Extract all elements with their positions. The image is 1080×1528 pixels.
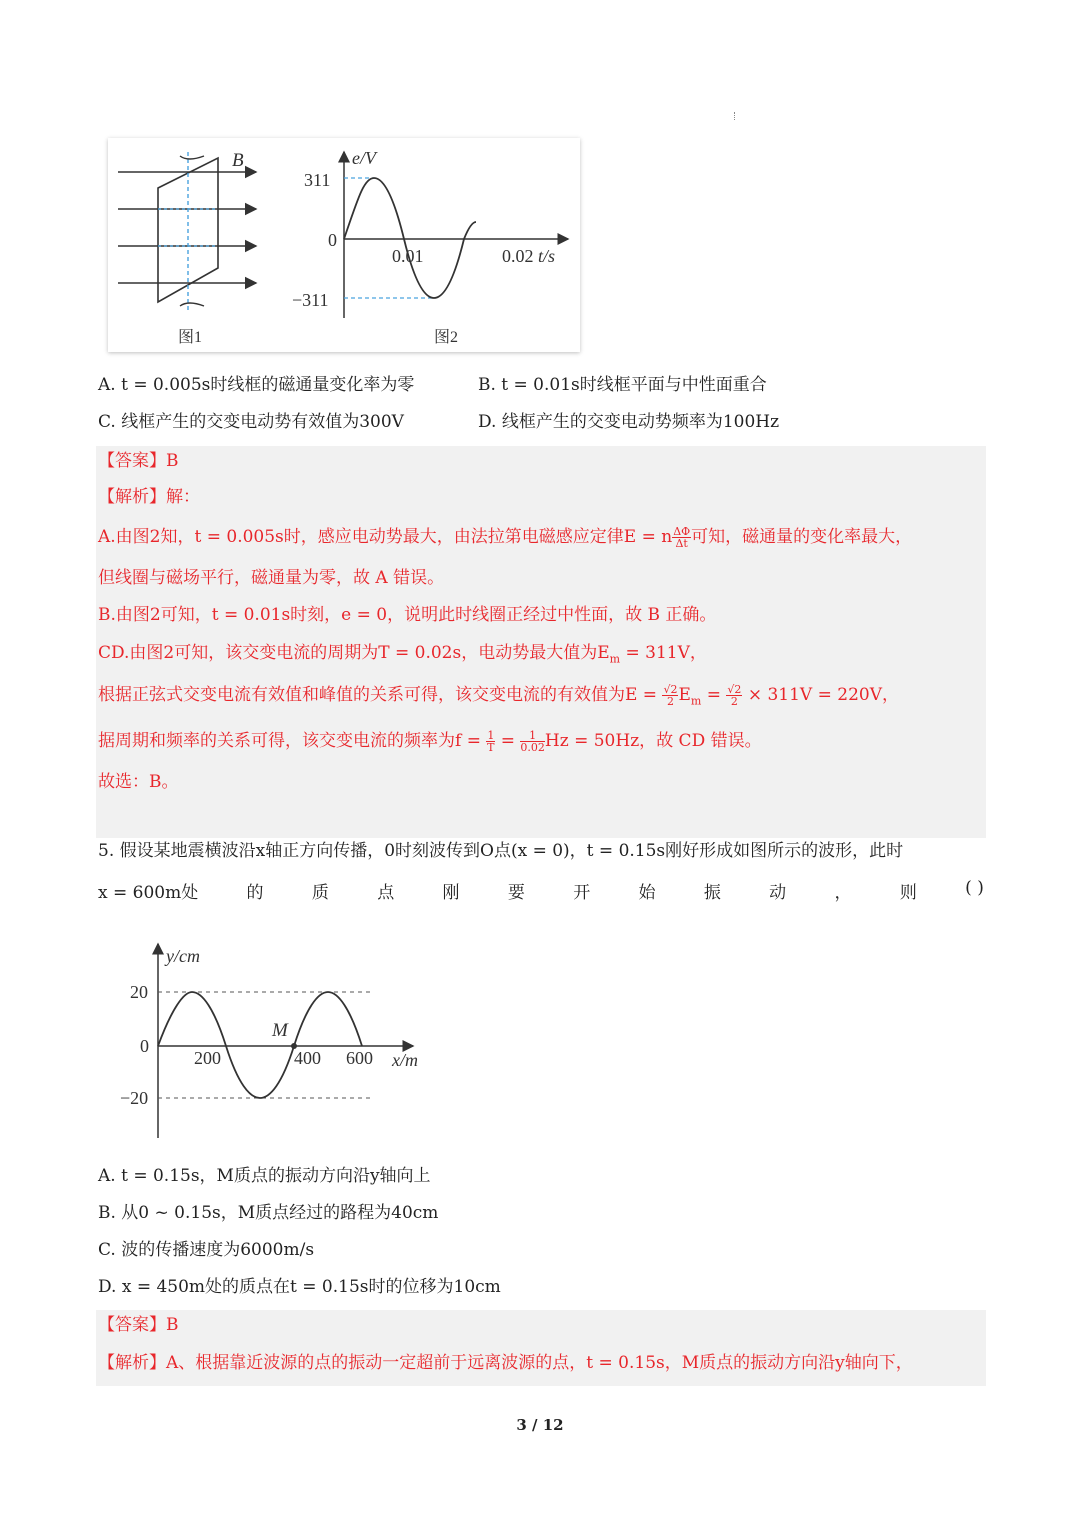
q5-word: 刚 (442, 883, 460, 903)
wave-curve (158, 992, 362, 1098)
caption-fig2: 图2 (434, 329, 459, 346)
q5-stem-line1: 5. 假设某地震横波沿x轴正方向传播，0时刻波传到O点(x = 0)，t = 0.15s刚好形成如图所示的波形，此时 (98, 841, 904, 861)
q5-answer-box (96, 1310, 986, 1386)
q5-answer: 【答案】B (98, 1315, 179, 1335)
q5-word: 质 (311, 883, 329, 903)
emf-tick-0: 0 (328, 230, 337, 250)
q5-option-a: A. t = 0.15s，M质点的振动方向沿y轴向上 (98, 1166, 431, 1186)
wave-svg (108, 936, 448, 1146)
wave-ylabel: y/cm (166, 946, 200, 966)
q5-word: 始 (638, 883, 656, 903)
wave-tick-20: 20 (130, 982, 148, 1002)
q5-word: 点 (377, 883, 395, 903)
q4-answer: 【答案】B (98, 451, 179, 471)
q4-option-b: B. t = 0.01s时线框平面与中性面重合 (478, 375, 767, 395)
emf-tick-neg311: −311 (292, 290, 329, 310)
wave-point-label-m: M (272, 1020, 288, 1041)
q4-analysis-line-cd3: 据周期和频率的关系可得，该交变电流的频率为f = $\frac{1}{T}$ = $\frac{1}{0.02}$ Hz = 50Hz，故 CD 错误。 (98, 729, 762, 754)
q4-analysis-line-a2: 但线圈与磁场平行，磁通量为零，故 A 错误。 (98, 568, 445, 588)
field-label-b: B (232, 150, 244, 171)
figure-wave (108, 936, 448, 1146)
q5-word: 的 (246, 883, 264, 903)
caption-fig1: 图1 (178, 329, 203, 346)
q5-word: 要 (507, 883, 525, 903)
page-mark (734, 112, 737, 120)
wave-tick-600: 600 (346, 1048, 373, 1068)
q5-word: 振 (703, 883, 721, 903)
emf-tick-002: 0.02 (502, 246, 534, 266)
emf-tick-311: 311 (304, 170, 331, 190)
magnetic-field-lines (118, 172, 256, 283)
q5-word: ， (834, 883, 852, 903)
q4-option-c: C. 线框产生的交变电动势有效值为300V (98, 412, 404, 432)
q4-analysis-line-cd2: 根据正弦式交变电流有效值和峰值的关系可得，该交变电流的有效值为E = $\frac{√2}{2}$ $E_m$ = $\frac{√2}{2}$ × 311V = 220V， (98, 683, 899, 708)
q4-analysis-line-b: B.由图2可知，t = 0.01s时刻，e = 0，说明此时线圈正经过中性面，故 B 正确。 (98, 605, 717, 625)
q5-analysis: 【解析】A、根据靠近波源的点的振动一定超前于远离波源的点，t = 0.15s，M质点的振动方向沿y轴向下， (98, 1353, 913, 1373)
figure-coil-emf (108, 138, 580, 352)
wave-tick-200: 200 (194, 1048, 221, 1068)
wave-xlabel: x/m (392, 1050, 418, 1070)
q4-conclusion: 故选：B。 (98, 772, 179, 792)
q5-word: ( ) (965, 878, 984, 898)
q4-option-d: D. 线框产生的交变电动势频率为100Hz (478, 412, 780, 432)
page-number: 3 / 12 (516, 1416, 564, 1434)
emf-ylabel: e/V (352, 148, 376, 168)
q5-option-c: C. 波的传播速度为6000m/s (98, 1240, 315, 1260)
q5-word: 则 (899, 883, 917, 903)
emf-guides (344, 178, 434, 298)
q5-option-d: D. x = 450m处的质点在t = 0.15s时的位移为10cm (98, 1277, 501, 1297)
wave-tick-400: 400 (294, 1048, 321, 1068)
q5-option-b: B. 从0 ~ 0.15s，M质点经过的路程为40cm (98, 1203, 439, 1223)
q4-analysis-line-a1: A.由图2知，t = 0.005s时，感应电动势最大，由法拉第电磁感应定律E = n $\frac{\Delta\Phi}{\Delta t}$ 可知，磁通量的变化率最大， (98, 525, 913, 550)
wave-tick-0: 0 (140, 1036, 149, 1056)
emf-tick-001: 0.01 (392, 246, 424, 266)
figure-svg (108, 138, 580, 352)
wave-axes (158, 944, 413, 1138)
wave-amplitude-guides (158, 992, 370, 1098)
q5-stem-line2 (98, 878, 984, 903)
emf-sine-curve (344, 178, 476, 298)
q5-word: 动 (769, 883, 787, 903)
wave-tick-neg20: −20 (120, 1088, 149, 1108)
q5-word: 开 (573, 883, 591, 903)
emf-xlabel: t/s (538, 246, 556, 266)
q4-analysis-head: 【解析】解： (98, 487, 200, 507)
q4-option-a: A. t = 0.005s时线框的磁通量变化率为零 (98, 375, 415, 395)
emf-axes (344, 152, 568, 318)
q5-word: x = 600m处 (98, 883, 199, 903)
q4-analysis-line-cd1: CD.由图2可知，该交变电流的周期为T = 0.02s，电动势最大值为$E_m = 311V$， (98, 643, 707, 666)
